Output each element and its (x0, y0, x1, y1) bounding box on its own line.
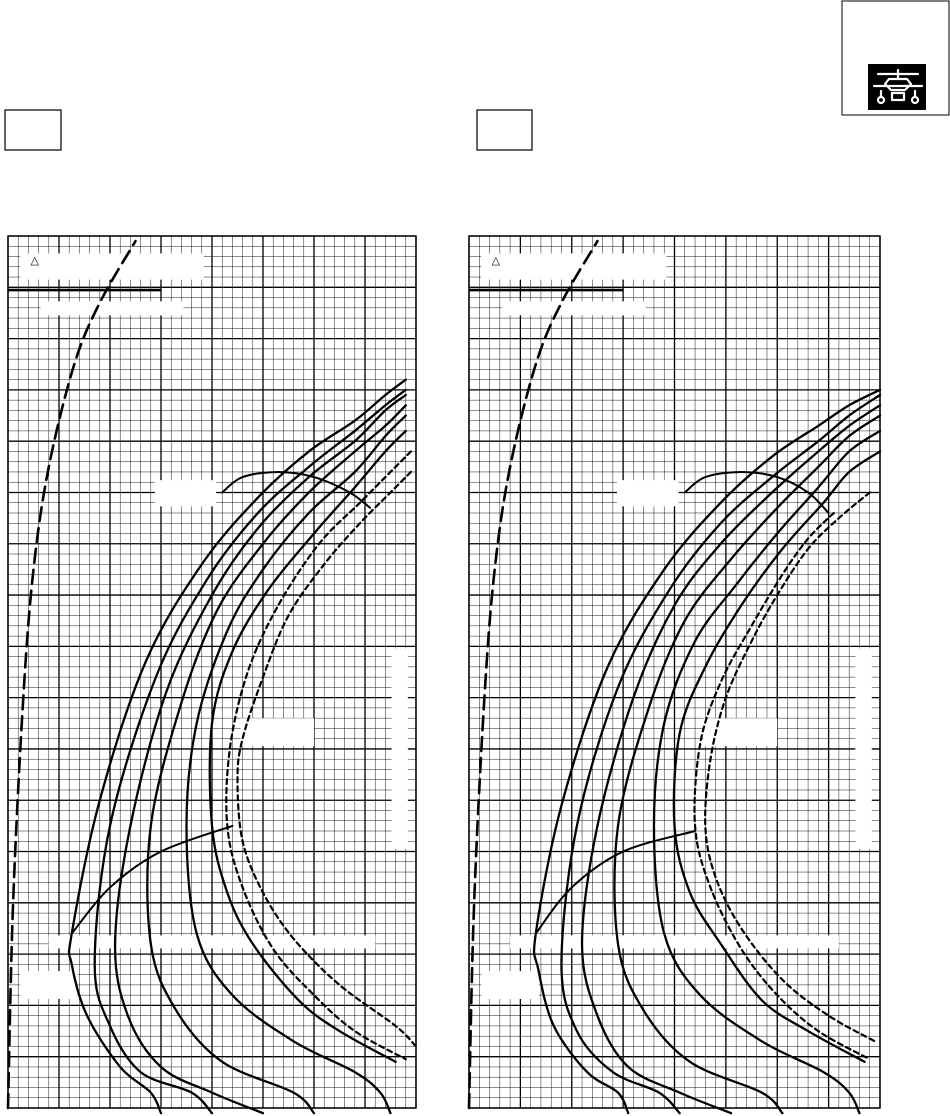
legend-box (481, 253, 666, 279)
bottom-labels-box (49, 935, 375, 948)
upper-label-box (502, 301, 646, 315)
lower-left-box (481, 971, 539, 999)
left-chart (8, 236, 416, 1113)
helicopter-icon (868, 64, 926, 110)
right-side-box (855, 648, 871, 849)
series-solid-5 (210, 431, 406, 1062)
upper-callout-box (155, 480, 216, 506)
lower-callout-box (241, 718, 314, 746)
right-chart-tag-box (477, 110, 532, 150)
legend-delta-marker: △ (491, 254, 501, 267)
upper-callout-box (617, 480, 679, 506)
right-chart (469, 236, 880, 1113)
series-solid-3 (614, 416, 880, 1114)
right-side-box (392, 648, 408, 849)
lower-left-box (20, 971, 77, 999)
upper-label-box (41, 301, 184, 315)
left-chart-tag-box (5, 110, 61, 150)
legend-box (20, 253, 204, 279)
legend-delta-marker: △ (30, 254, 39, 267)
series-dashed-6 (226, 451, 411, 1059)
bottom-labels-box (510, 935, 839, 948)
section-tab (842, 1, 949, 115)
series-solid-0 (69, 380, 406, 1114)
